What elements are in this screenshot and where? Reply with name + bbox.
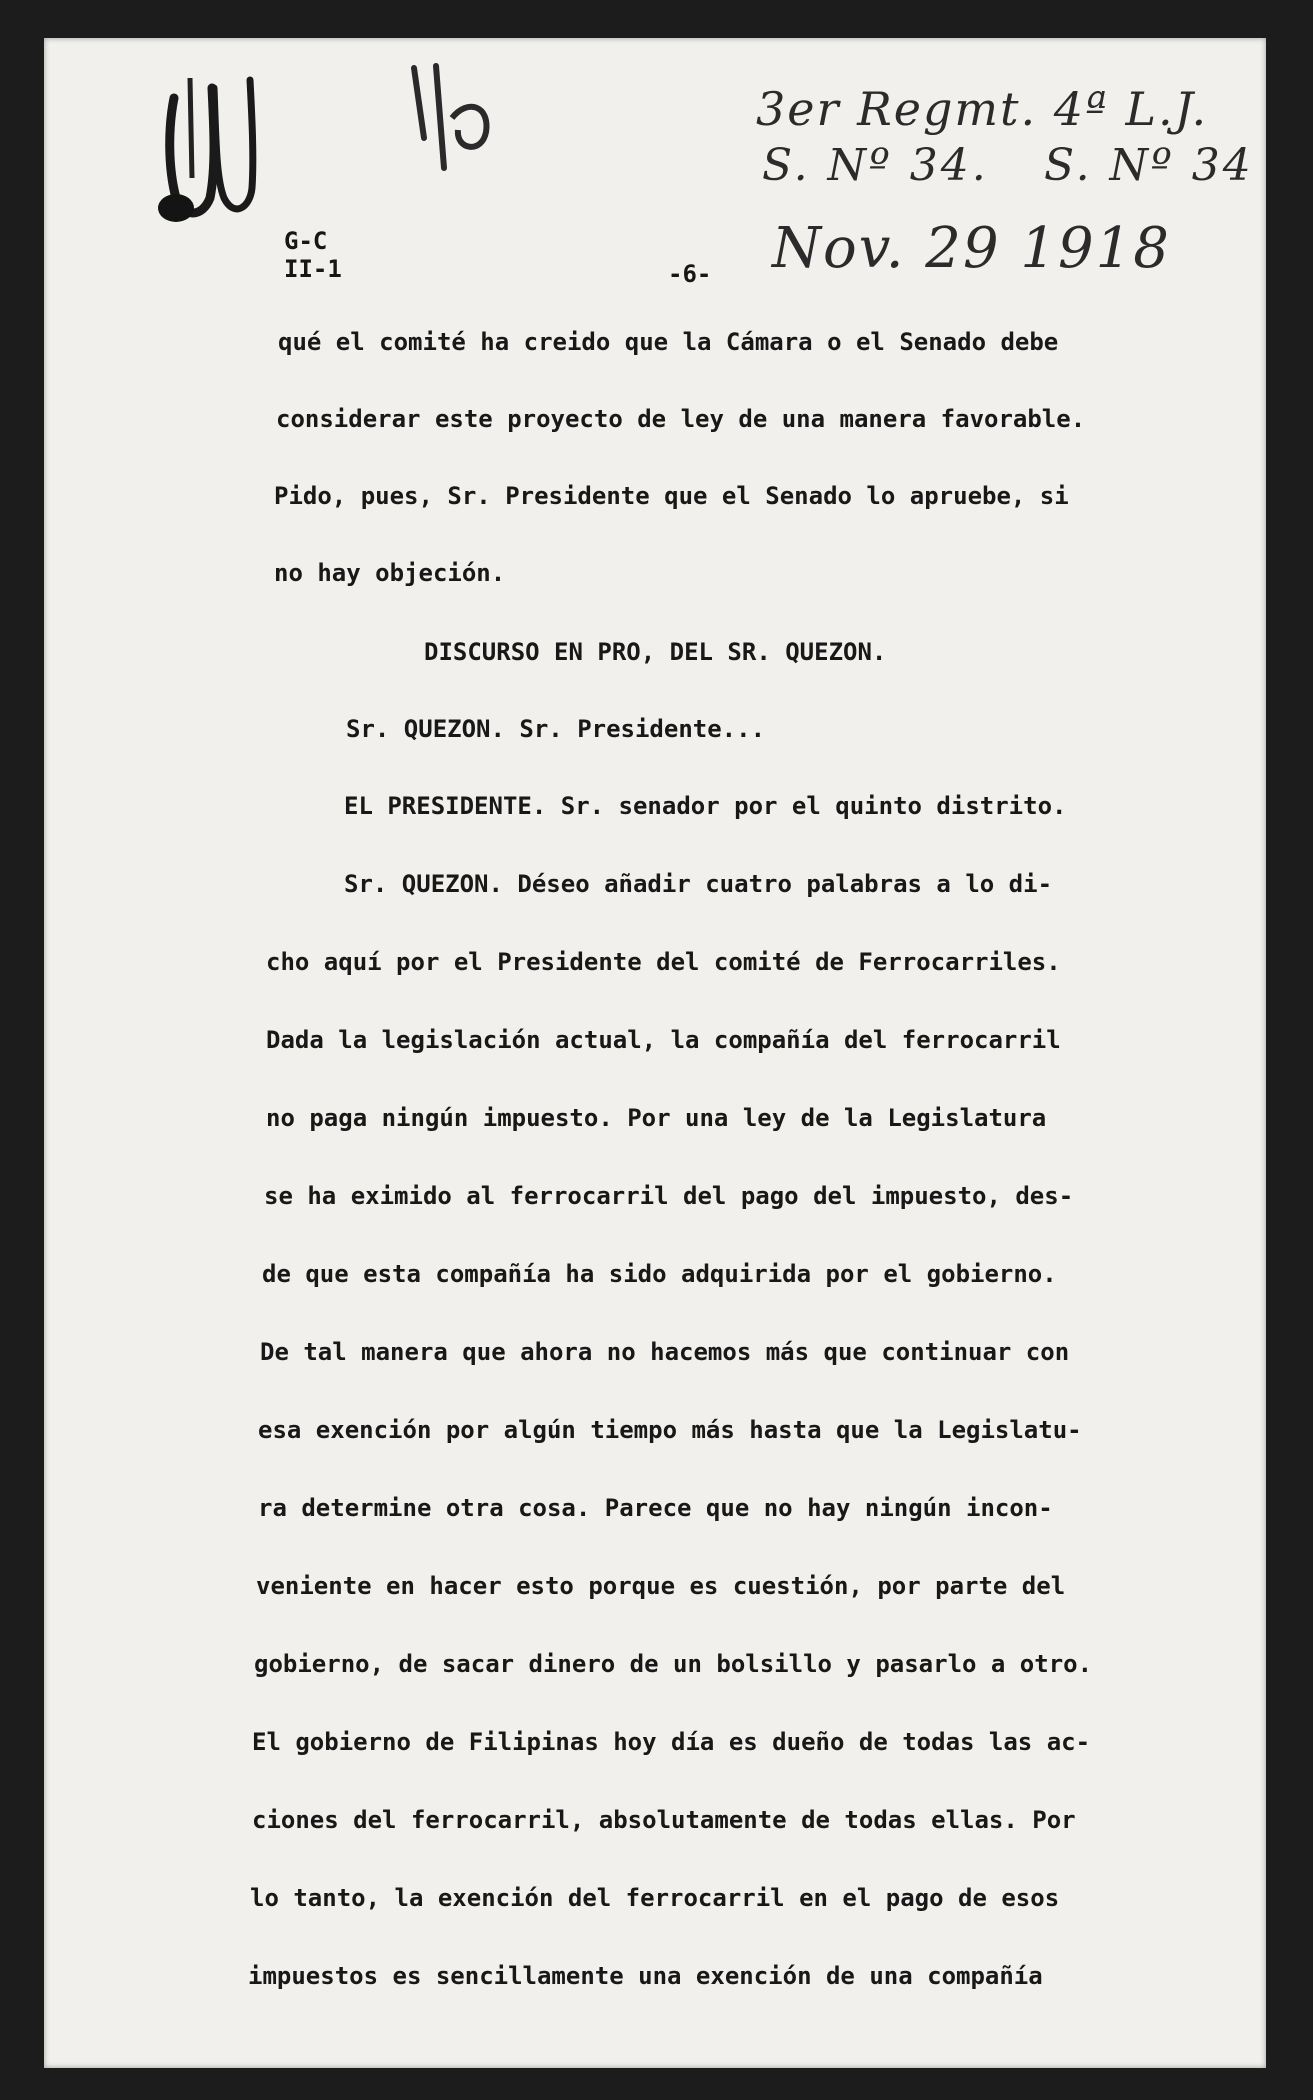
- body-line: se ha eximido al ferrocarril del pago del impuesto, des-: [264, 1182, 1074, 1210]
- binding-clip-mark: [154, 58, 264, 228]
- body-line: no paga ningún impuesto. Por una ley de la Legislatura: [266, 1104, 1047, 1132]
- body-line: El gobierno de Filipinas hoy día es dueño de todas las ac-: [252, 1728, 1091, 1756]
- body-line: Dada la legislación actual, la compañía del ferrocarril: [266, 1026, 1061, 1054]
- body-line: de que esta compañía ha sido adquirida por el gobierno.: [262, 1260, 1057, 1288]
- body-line: ra determine otra cosa. Parece que no hay ningún incon-: [258, 1494, 1053, 1522]
- body-line: Sr. QUEZON. Déseo añadir cuatro palabras a lo di-: [344, 870, 1053, 898]
- handwritten-date: Nov. 29 1918: [772, 216, 1171, 281]
- handwritten-annotation-serial-right: S. Nº 34: [1044, 140, 1254, 191]
- body-line: cho aquí por el Presidente del comité de Ferrocarriles.: [266, 948, 1061, 976]
- body-line: considerar este proyecto de ley de una manera favorable.: [276, 405, 1086, 433]
- body-line: De tal manera que ahora no hacemos más que continuar con: [260, 1338, 1070, 1366]
- handwritten-annotation-serial-left: S. Nº 34.: [762, 140, 989, 191]
- body-line: ciones del ferrocarril, absolutamente de todas ellas. Por: [252, 1806, 1076, 1834]
- reference-code-line2: II-1: [284, 255, 342, 283]
- document-page: [44, 38, 1266, 2068]
- page-number: -6-: [668, 260, 712, 288]
- body-line: esa exención por algún tiempo más hasta que la Legislatu-: [258, 1416, 1082, 1444]
- section-heading: DISCURSO EN PRO, DEL SR. QUEZON.: [424, 638, 887, 666]
- body-line: gobierno, de sacar dinero de un bolsillo y pasarlo a otro.: [254, 1650, 1093, 1678]
- body-line: veniente en hacer esto porque es cuestión, por parte del: [256, 1572, 1066, 1600]
- body-line: lo tanto, la exención del ferrocarril en el pago de esos: [250, 1884, 1060, 1912]
- handwritten-annotation-regiment: 3er Regmt. 4ª L.J.: [756, 82, 1209, 136]
- body-line: impuestos es sencillamente una exención de una compañía: [248, 1962, 1043, 1990]
- body-line: Pido, pues, Sr. Presidente que el Senado lo apruebe, si: [274, 482, 1069, 510]
- body-line: qué el comité ha creido que la Cámara o el Senado debe: [278, 328, 1059, 356]
- body-line: EL PRESIDENTE. Sr. senador por el quinto distrito.: [344, 792, 1067, 820]
- body-line: Sr. QUEZON. Sr. Presidente...: [346, 715, 766, 743]
- scribble-mark: [394, 58, 514, 178]
- body-line: no hay objeción.: [274, 559, 506, 587]
- reference-code-line1: G-C: [284, 227, 328, 255]
